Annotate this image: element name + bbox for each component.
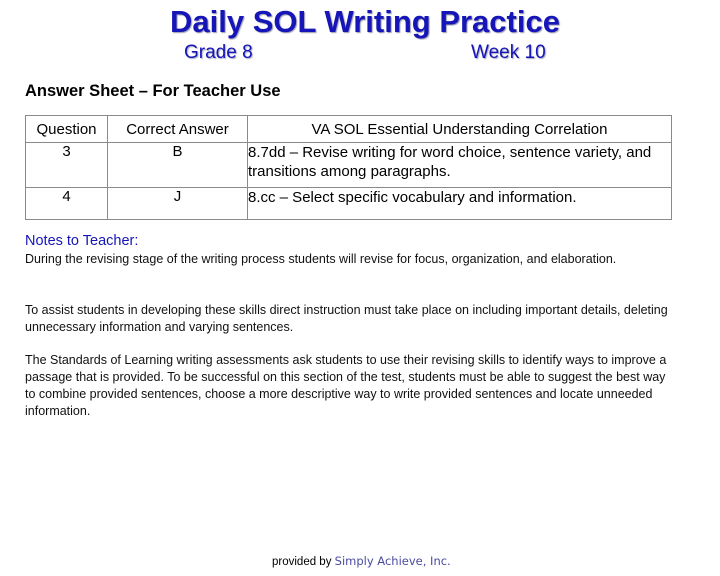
column-header-correct-answer: Correct Answer (108, 116, 248, 143)
footer-brand: Simply Achieve, Inc. (334, 554, 451, 568)
notes-heading: Notes to Teacher: (25, 233, 139, 249)
question-number: 4 (26, 188, 108, 220)
note-paragraph: During the revising stage of the writing process students will revise for focus, organization, and elaboration. (25, 252, 617, 266)
table-row (26, 188, 672, 220)
grade-label: Grade 8 (184, 42, 253, 63)
week-label: Week 10 (471, 42, 546, 63)
table-row (26, 143, 672, 188)
question-number: 3 (26, 143, 108, 188)
answer-table (25, 115, 672, 220)
sol-correlation: 8.7dd – Revise writing for word choice, sentence variety, and transitions among paragraphs. (248, 143, 672, 188)
column-header-correlation: VA SOL Essential Understanding Correlation (248, 116, 672, 143)
table-header-row (26, 116, 672, 143)
answer-sheet-heading: Answer Sheet – For Teacher Use (25, 82, 281, 100)
correct-answer: J (108, 188, 248, 220)
footer-credit (272, 554, 451, 568)
column-header-question: Question (26, 116, 108, 143)
correct-answer: B (108, 143, 248, 188)
note-paragraph: To assist students in developing these skills direct instruction must take place on including important details, deleting unnecessary information and varying sentences. (25, 303, 668, 334)
sol-correlation: 8.cc – Select specific vocabulary and information. (248, 188, 672, 220)
footer-prefix: provided by (272, 556, 335, 568)
page-title: Daily SOL Writing Practice (170, 4, 560, 39)
note-paragraph: The Standards of Learning writing assessments ask students to use their revising skills to identify ways to improve a passage that is provided. To be successful on this section of the test, students must be able to suggest the best way to combine provided sentences, choose a more descriptive way to write provided sentences and locate unneeded information. (25, 353, 667, 418)
